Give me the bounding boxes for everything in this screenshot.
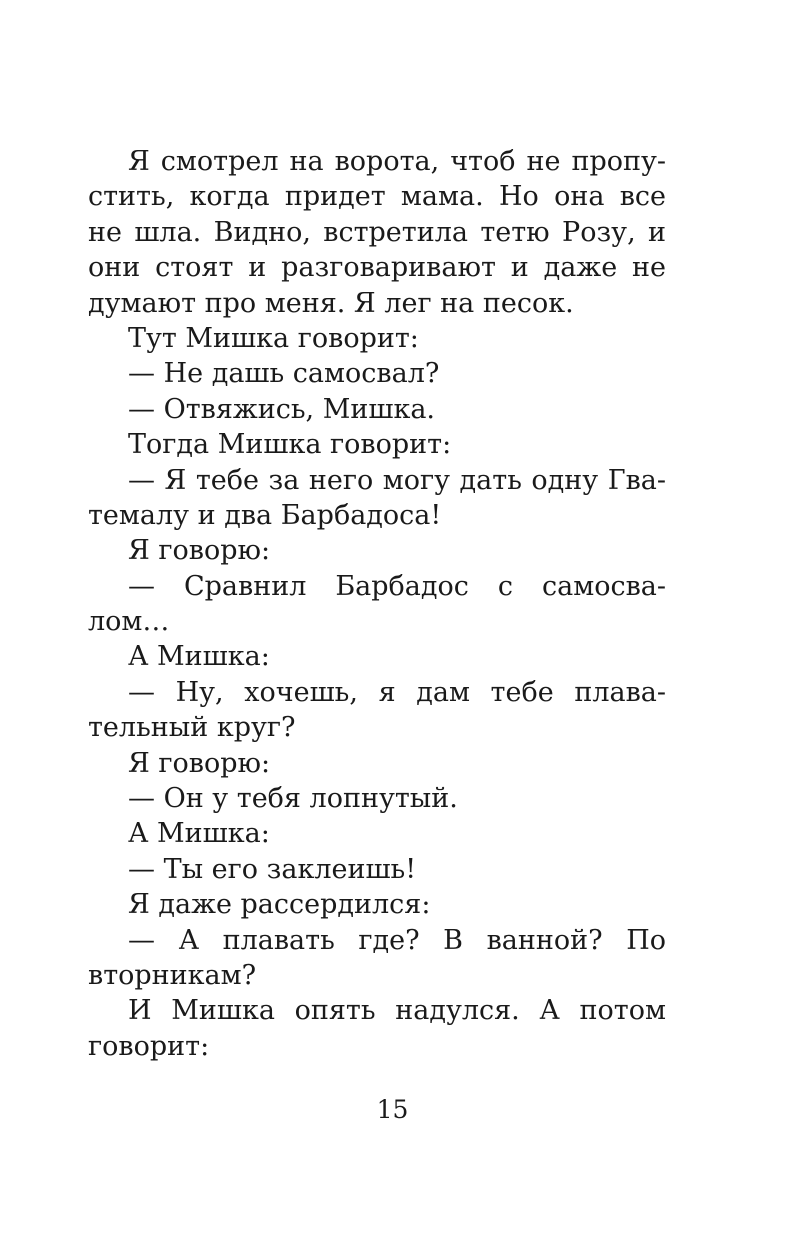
text-line: Я говорю: xyxy=(128,747,271,779)
text-line: А Мишка: xyxy=(128,818,270,850)
text-line: говорит: xyxy=(88,1030,210,1062)
text-line: темалу и два Барбадоса! xyxy=(88,499,442,531)
text-line: думают про меня. Я лег на песок. xyxy=(88,287,574,319)
text-line: Я говорю: xyxy=(128,535,271,567)
text-line: Я даже рассердился: xyxy=(128,889,431,921)
page-text xyxy=(88,144,666,1064)
text-line: вторникам? xyxy=(88,959,257,991)
text-line: — Отвяжись, Мишка. xyxy=(128,393,436,425)
text-line: — Ну, хочешь, я дам тебе плава- xyxy=(128,676,666,708)
text-line: стить, когда придет мама. Но она все xyxy=(88,181,666,213)
text-line: — Сравнил Барбадос с самосва- xyxy=(128,570,666,602)
text-line: — Я тебе за него могу дать одну Гва- xyxy=(128,464,666,496)
text-line: Я смотрел на ворота, чтоб не пропу- xyxy=(128,146,666,177)
text-line: И Мишка опять надулся. А потом xyxy=(128,995,666,1027)
text-line: — Не дашь самосвал? xyxy=(128,358,440,390)
text-line: А Мишка: xyxy=(128,641,270,673)
text-line: — Ты его заклеишь! xyxy=(128,853,417,885)
text-line: тельный круг? xyxy=(88,712,296,744)
text-line: Тогда Мишка говорит: xyxy=(128,429,452,461)
text-line: не шла. Видно, встретила тетю Розу, и xyxy=(88,216,666,248)
text-line: лом… xyxy=(88,606,170,638)
text-line: — А плавать где? В ванной? По xyxy=(128,924,666,956)
text-line: — Он у тебя лопнутый. xyxy=(128,783,458,815)
text-line: Тут Мишка говорит: xyxy=(128,322,419,354)
page-number: 15 xyxy=(376,1095,409,1124)
text-line: они стоят и разговаривают и даже не xyxy=(88,252,666,284)
